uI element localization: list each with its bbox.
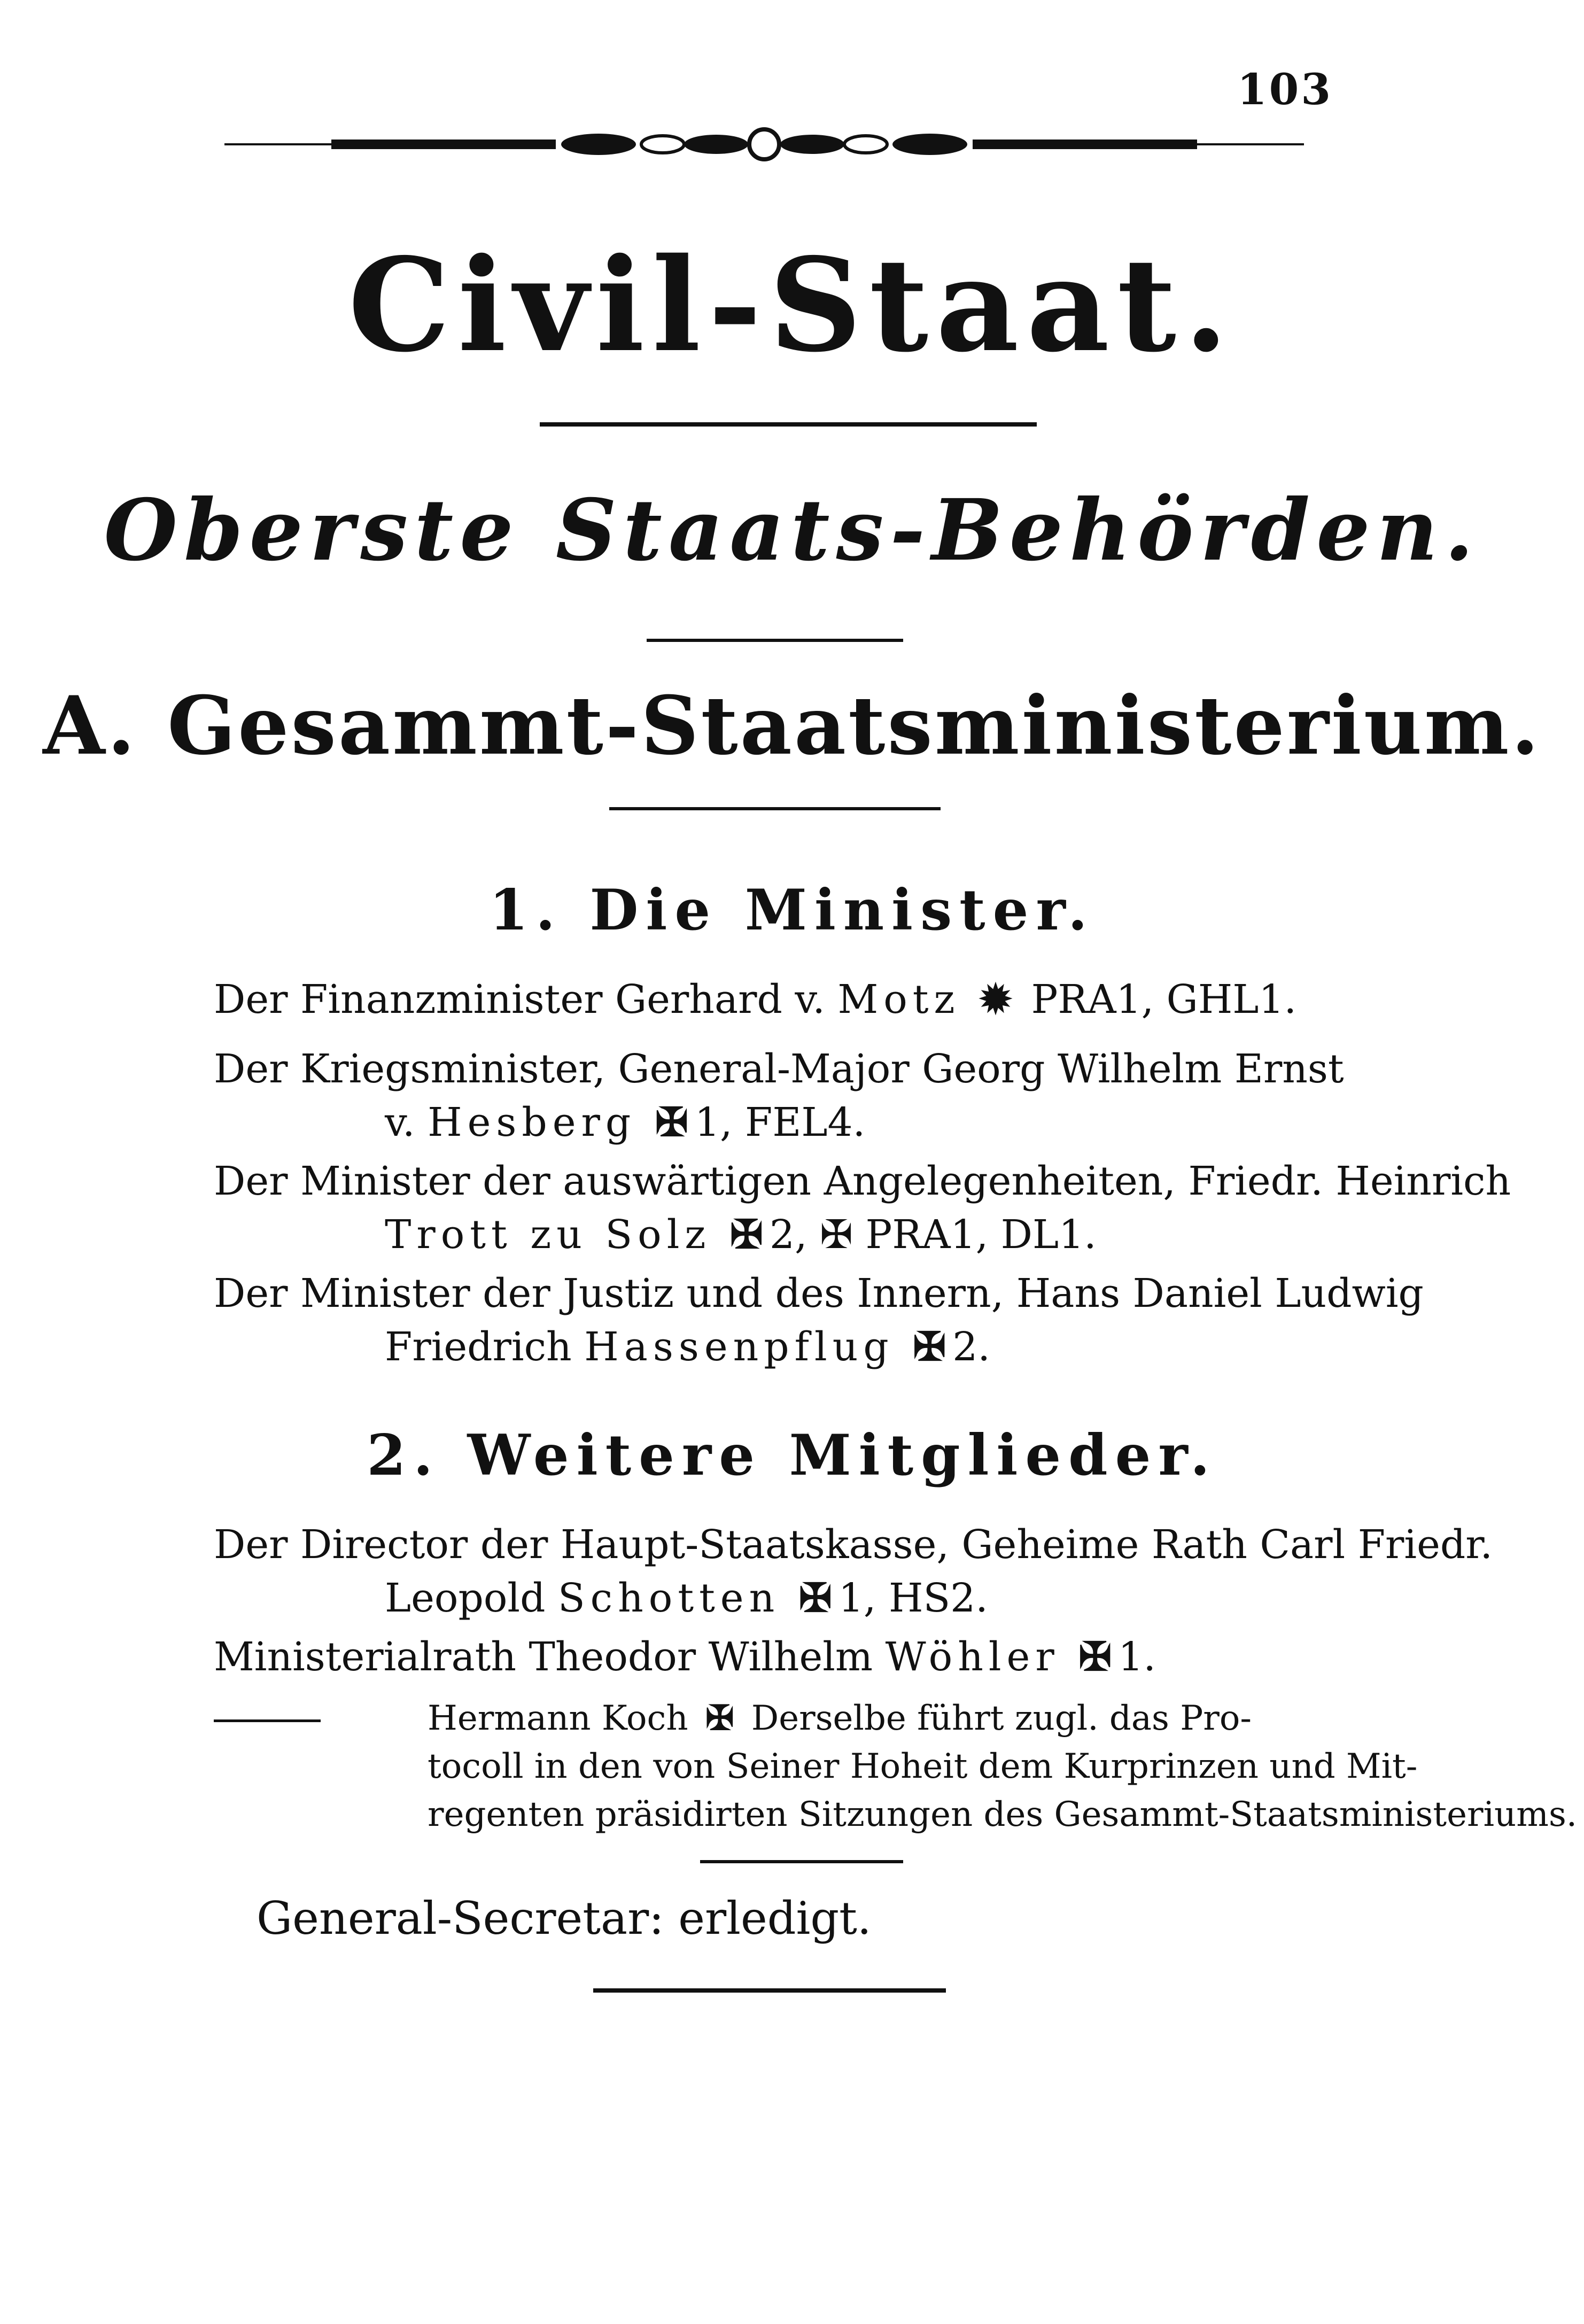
general-secretar-line: General-Secretar: erledigt.	[257, 1892, 872, 1945]
order-icon: ✹	[979, 977, 1013, 1022]
person-name: Hesberg	[428, 1099, 636, 1145]
page-title: Civil-Staat.	[348, 230, 1236, 381]
subsection-title: A. Gesammt-Staatsministerium.	[43, 679, 1541, 773]
order-abbreviations: PRA1, GHL1.	[1031, 977, 1297, 1022]
heading-ministers: 1. Die Minister.	[489, 877, 1095, 943]
page-number: 103	[1237, 64, 1333, 114]
person-name: Hassenpflug	[584, 1324, 894, 1370]
minister-entry	[214, 1155, 1511, 1261]
note-entry	[214, 1694, 1578, 1839]
member-entry	[214, 1630, 1357, 1684]
note-text: regenten präsidirten Sitzungen des Gesammt-Staatsministeriums.	[428, 1795, 1578, 1834]
entry-text: v.	[385, 1099, 415, 1145]
person-name: Wöhler	[885, 1634, 1060, 1680]
entry-text: Leopold	[385, 1575, 546, 1621]
minister-entry	[214, 1042, 1357, 1149]
bottom-divider	[700, 1860, 903, 1863]
entry-text: Der Finanzminister Gerhard v.	[214, 977, 825, 1022]
final-divider	[593, 1988, 946, 1993]
person-name: Schotten	[557, 1575, 780, 1621]
ornamental-rule	[224, 126, 1304, 163]
subtitle-divider	[647, 639, 903, 642]
order-abbreviations: 1, HS2.	[838, 1575, 988, 1621]
person-name: Trott zu Solz	[385, 1212, 711, 1258]
order-icon: ✠	[729, 1212, 763, 1258]
order-abbreviations: 2, ✠ PRA1, DL1.	[769, 1212, 1097, 1258]
note-text: Derselbe führt zugl. das Pro-	[751, 1699, 1252, 1738]
section-title: Oberste Staats-Behörden.	[104, 481, 1480, 580]
title-divider	[540, 422, 1037, 427]
heading-members: 2. Weitere Mitglieder.	[367, 1422, 1217, 1488]
order-abbreviations: 1.	[1118, 1634, 1156, 1680]
person-name: Motz	[837, 977, 960, 1022]
ditto-dash	[214, 1719, 321, 1722]
minister-entry	[214, 1267, 1424, 1374]
order-icon: ✠	[798, 1575, 832, 1621]
entry-text: Der Minister der auswärtigen Angelegenheiten, Friedr. Heinrich	[214, 1158, 1511, 1204]
order-icon: ✠	[1078, 1634, 1112, 1680]
order-icon: ✠	[655, 1099, 688, 1145]
entry-text: Friedrich	[385, 1324, 572, 1370]
order-icon: ✠	[705, 1698, 734, 1738]
note-text: tocoll in den von Seiner Hoheit dem Kurprinzen und Mit-	[428, 1747, 1418, 1786]
order-icon: ✠	[913, 1324, 946, 1370]
entry-text: Der Kriegsminister, General-Major Georg Wilhelm Ernst	[214, 1046, 1344, 1092]
section-divider	[609, 807, 941, 810]
member-entry	[214, 1518, 1493, 1625]
order-abbreviations: 1, FEL4.	[694, 1099, 866, 1145]
order-abbreviations: 2.	[952, 1324, 990, 1370]
person-name: Hermann Koch	[428, 1699, 688, 1738]
entry-text: Ministerialrath Theodor Wilhelm	[214, 1634, 873, 1680]
entry-text: Der Minister der Justiz und des Innern, Hans Daniel Ludwig	[214, 1271, 1424, 1316]
minister-entry	[214, 973, 1357, 1026]
entry-text: Der Director der Haupt-Staatskasse, Geheime Rath Carl Friedr.	[214, 1522, 1493, 1568]
